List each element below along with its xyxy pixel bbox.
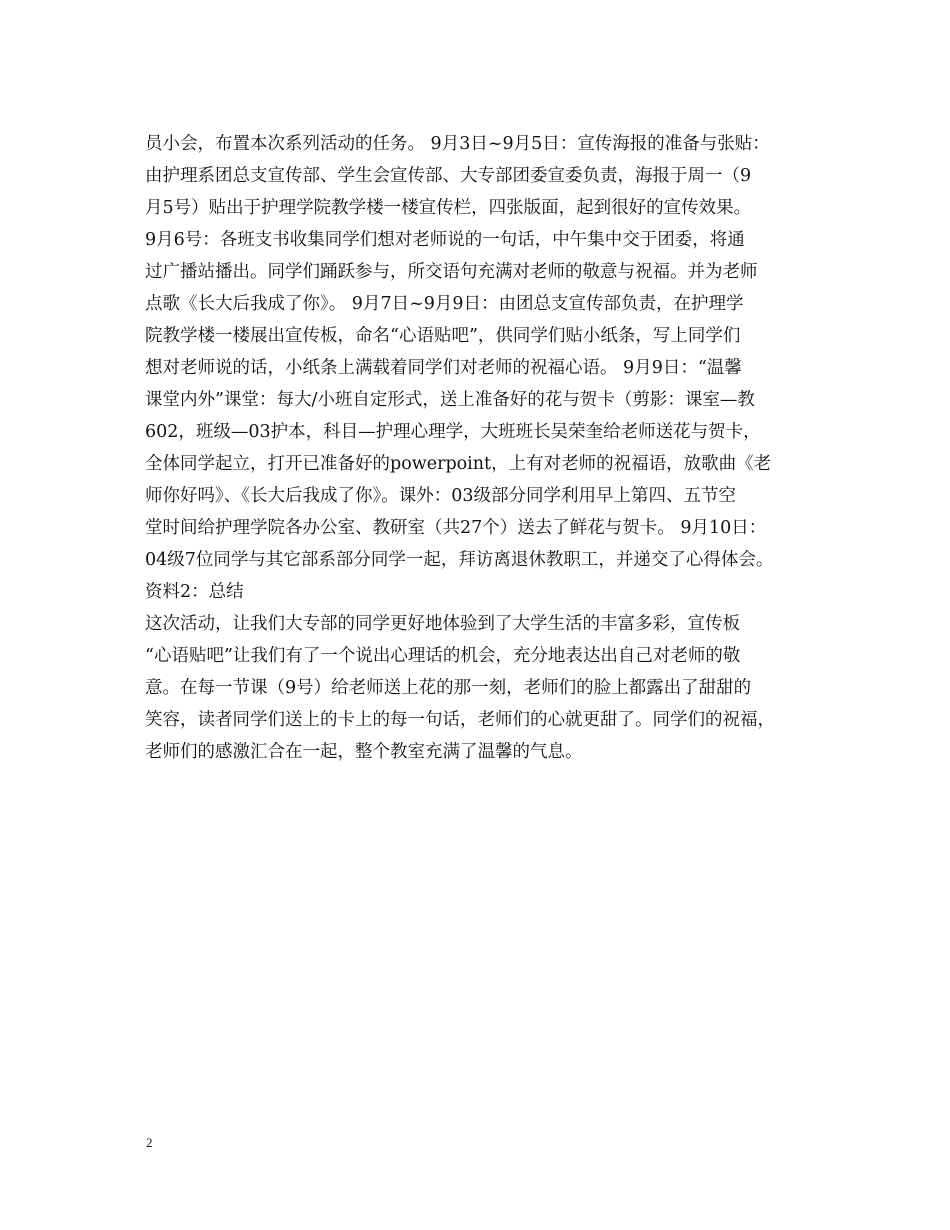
text-line: 月5号）贴出于护理学院教学楼一楼宣传栏，四张版面，起到很好的宣传效果。	[145, 198, 752, 218]
text-line: 由护理系团总支宣传部、学生会宣传部、大专部团委宣委负责，海报于周一（9	[145, 166, 752, 186]
text-line: “心语贴吧”让我们有了一个说出心理话的机会，充分地表达出自己对老师的敬	[145, 646, 741, 666]
text-line: 老师们的感激汇合在一起，整个教室充满了温馨的气息。	[145, 742, 583, 762]
text-line: 602，班级—03护本，科目—护理心理学，大班班长吴荣奎给老师送花与贺卡，	[145, 422, 761, 442]
text-line: 全体同学起立，打开已准备好的powerpoint，上有对老师的祝福语，放歌曲《老	[145, 454, 772, 474]
text-line: 员小会，布置本次系列活动的任务。 9月3日~9月5日：宣传海报的准备与张贴：	[145, 134, 770, 154]
text-line: 04级7位同学与其它部系部分同学一起，拜访离退休教职工，并递交了心得体会。	[145, 550, 774, 570]
text-line: 过广播站播出。同学们踊跃参与，所交语句充满对老师的敬意与祝福。并为老师	[145, 262, 758, 282]
text-line: 课堂内外”课堂：每大/小班自定形式，送上准备好的花与贺卡（剪影：课室—教	[145, 390, 755, 410]
section-heading: 资料2：总结	[145, 582, 244, 602]
text-line: 想对老师说的话，小纸条上满载着同学们对老师的祝福心语。 9月9日：“温馨	[145, 358, 742, 378]
page-number: 2	[146, 1135, 153, 1150]
text-line: 笑容，读者同学们送上的卡上的每一句话，老师们的心就更甜了。同学们的祝福，	[145, 710, 775, 730]
text-line: 点歌《长大后我成了你》。 9月7日~9月9日：由团总支宣传部负责，在护理学	[145, 294, 744, 314]
text-line: 师你好吗》、《长大后我成了你》。课外：03级部分同学利用早上第四、五节空	[145, 486, 737, 506]
text-line: 这次活动，让我们大专部的同学更好地体验到了大学生活的丰富多彩，宣传板	[145, 614, 740, 634]
document-body	[145, 128, 825, 768]
text-line: 意。在每一节课（9号）给老师送上花的那一刻，老师们的脸上都露出了甜甜的	[145, 678, 752, 698]
text-line: 院教学楼一楼展出宣传板，命名“心语贴吧”，供同学们贴小纸条，写上同学们	[145, 326, 741, 346]
text-line: 9月6号：各班支书收集同学们想对老师说的一句话，中午集中交于团委，将通	[145, 230, 745, 250]
text-line: 堂时间给护理学院各办公室、教研室（共27个）送去了鲜花与贺卡。 9月10日：	[145, 518, 767, 538]
